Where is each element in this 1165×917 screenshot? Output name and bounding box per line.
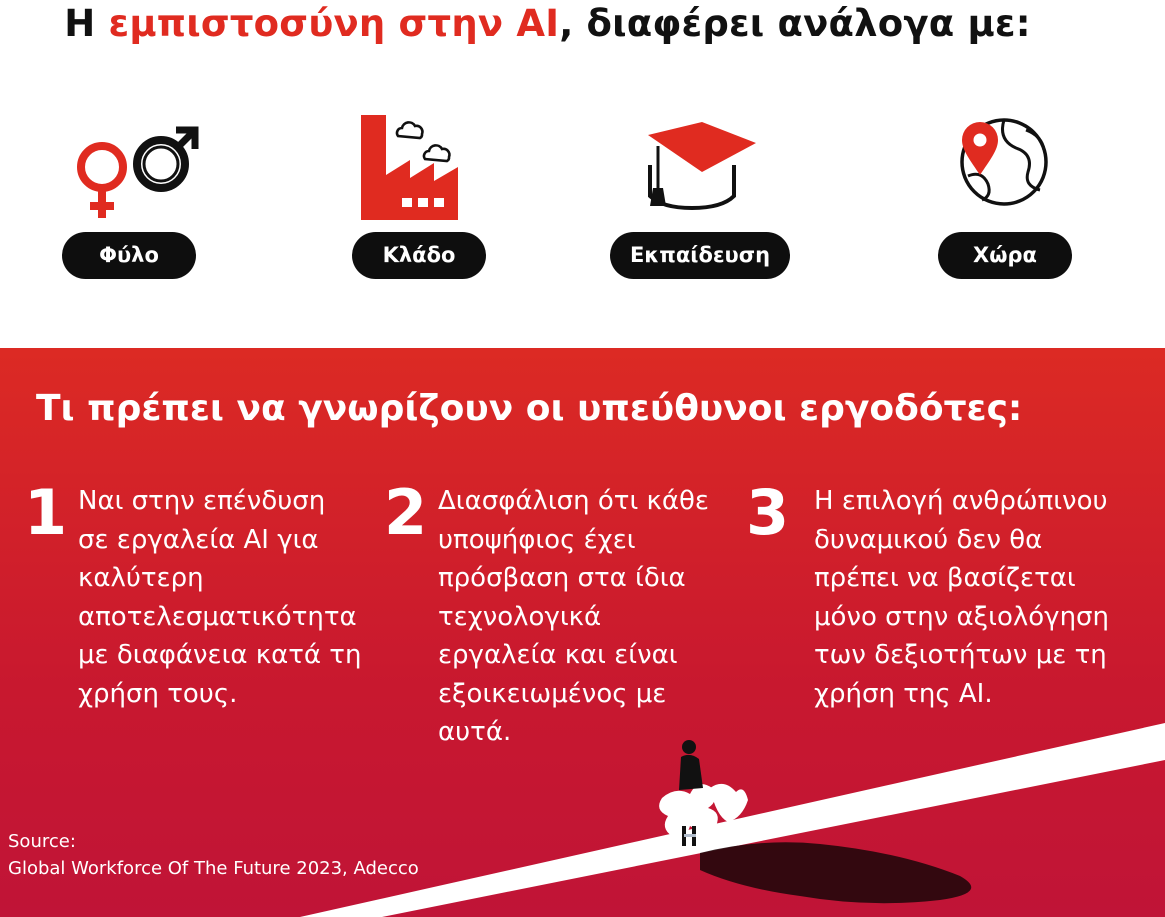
- point-line: πρόσβαση στα ίδια: [438, 563, 686, 593]
- point-line: Ναι στην επένδυση: [78, 486, 326, 516]
- category-label-industry: Κλάδο: [352, 232, 486, 279]
- point-number: 2: [384, 476, 428, 549]
- point-line: αυτά.: [438, 717, 512, 747]
- page-title: [0, 2, 1095, 45]
- point-number: 3: [746, 476, 790, 549]
- point-line: μόνο στην αξιολόγηση: [814, 601, 1110, 632]
- category-label-country: Χώρα: [938, 232, 1072, 279]
- point-line: καλύτερη: [78, 563, 204, 593]
- category-label-gender: Φύλο: [62, 232, 196, 279]
- point-line: σε εργαλεία AI για: [78, 524, 319, 555]
- category-label-education: Εκπαίδευση: [610, 232, 790, 279]
- title-highlight: εμπιστοσύνη στην AI: [108, 2, 560, 45]
- point-line: χρήση τους.: [78, 678, 238, 709]
- point-line: Η επιλογή ανθρώπινου: [814, 486, 1108, 516]
- source-label: Source:: [8, 831, 76, 852]
- point-text: [438, 482, 758, 752]
- category-country: [916, 100, 1096, 290]
- category-gender: [40, 100, 220, 290]
- point-line: δυναμικού δεν θα: [814, 524, 1043, 555]
- point-number: 1: [24, 476, 68, 549]
- point-line: εργαλεία και είναι: [438, 640, 678, 670]
- point-line: των δεξιοτήτων με τη: [814, 640, 1107, 670]
- point-text: [78, 482, 398, 713]
- source-note: [8, 828, 419, 882]
- point-line: τεχνολογικά: [438, 601, 602, 632]
- title-part-1: Η: [64, 2, 109, 45]
- point-line: χρήση της AI.: [814, 678, 993, 709]
- section-title: Τι πρέπει να γνωρίζουν οι υπεύθυνοι εργοδότες:: [36, 388, 1023, 429]
- category-industry: [330, 100, 510, 290]
- gender-icon: [40, 110, 220, 220]
- globe-location-icon: [916, 110, 1096, 220]
- top-section: [0, 0, 1165, 348]
- point-line: αποτελεσματικότητα: [78, 601, 357, 632]
- employer-section: [0, 348, 1165, 917]
- title-part-2: , διαφέρει ανάλογα με:: [559, 2, 1031, 45]
- point-line: υποψήφιος έχει: [438, 524, 636, 555]
- graduation-cap-icon: [612, 110, 792, 220]
- point-line: εξοικειωμένος με: [438, 678, 667, 709]
- point-text: [814, 482, 1154, 713]
- point-line: Διασφάλιση ότι κάθε: [438, 486, 709, 516]
- factory-icon: [330, 110, 510, 220]
- category-education: [612, 100, 792, 290]
- source-text: Global Workforce Of The Future 2023, Adecco: [8, 858, 419, 879]
- point-line: με διαφάνεια κατά τη: [78, 640, 362, 670]
- point-line: πρέπει να βασίζεται: [814, 563, 1076, 593]
